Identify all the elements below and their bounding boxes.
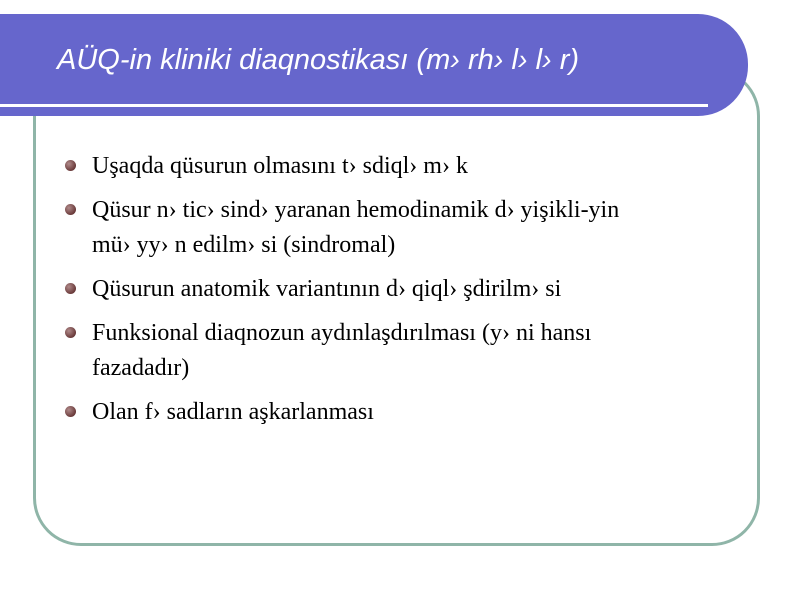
bullet-dot-icon (65, 283, 76, 294)
bullet-text: Qüsurun anatomik variantının d› qiql› şdirilm› si (92, 276, 562, 302)
bullet-item (63, 316, 733, 386)
bullet-item (63, 193, 733, 263)
bullet-list (63, 149, 733, 439)
bullet-dot-icon (65, 204, 76, 215)
bullet-dot-icon (65, 327, 76, 338)
title-underline (0, 104, 708, 107)
bullet-text: Olan f› sadların aşkarlanması (92, 399, 374, 425)
bullet-dot-icon (65, 406, 76, 417)
bullet-text: Qüsur n› tic› sind› yaranan hemodinamik d› yişikli-yin mü› yy› n edilm› si (sindromal) (92, 197, 620, 258)
bullet-text: Funksional diaqnozun aydınlaşdırılması (y› ni hansı fazadadır) (92, 320, 592, 381)
bullet-item (63, 272, 733, 307)
bullet-dot-icon (65, 160, 76, 171)
slide-title: AÜQ-in kliniki diaqnostikası (m› rh› l› l› r) (57, 44, 580, 76)
bullet-item (63, 149, 733, 184)
bullet-text: Uşaqda qüsurun olmasını t› sdiql› m› k (92, 153, 468, 179)
bullet-item (63, 395, 733, 430)
